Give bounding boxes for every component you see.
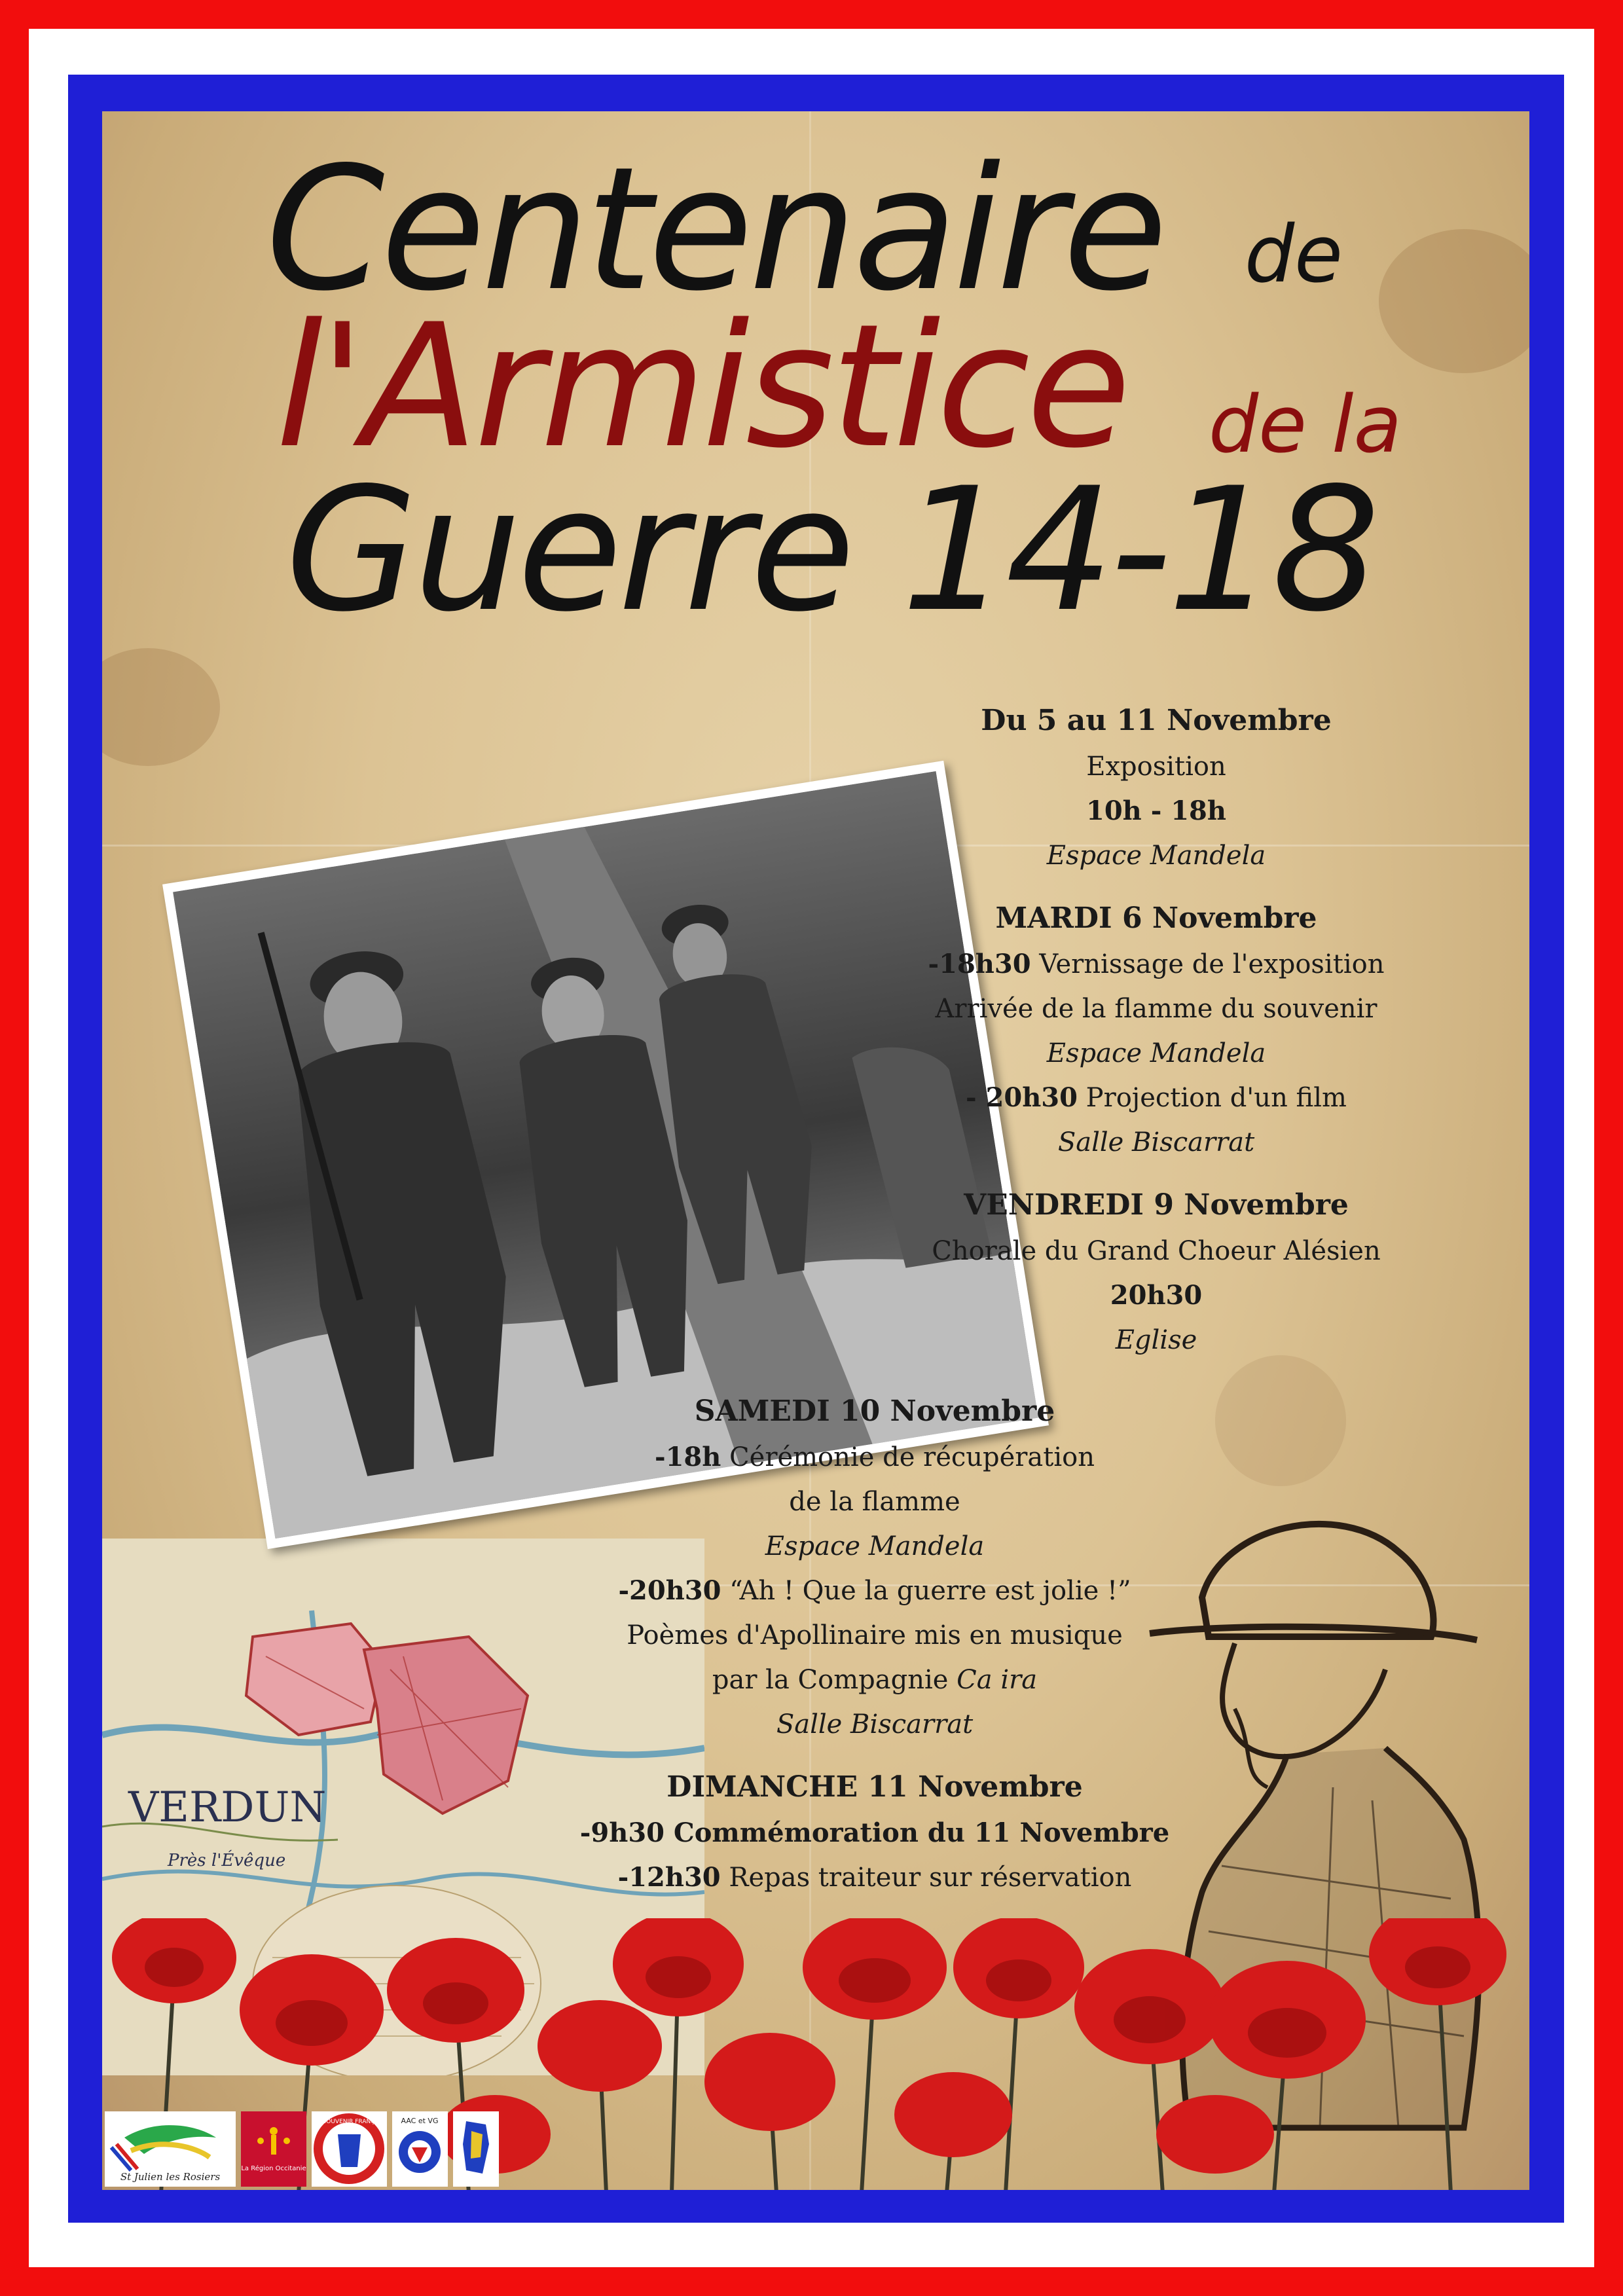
event-venue: Salle Biscarrat: [776, 1709, 974, 1740]
event-block-2: [547, 1388, 1202, 1900]
title-line-1: Centenaire: [266, 131, 1164, 329]
event-line: Chorale du Grand Choeur Alésien: [932, 1236, 1381, 1266]
event-time: -18h: [654, 1442, 721, 1472]
event-heading: MARDI 6 Novembre: [995, 902, 1317, 935]
event-heading: VENDREDI 9 Novembre: [964, 1188, 1349, 1222]
event-line: Projection d'un film: [1077, 1083, 1347, 1113]
event-venue: Espace Mandela: [1046, 1038, 1266, 1068]
map-sublabel: Près l'Évêque: [168, 1851, 286, 1870]
svg-text:St Julien les Rosiers: St Julien les Rosiers: [120, 2171, 221, 2183]
gard-logo: [453, 2111, 499, 2187]
event-line: Poèmes d'Apollinaire mis en musique: [627, 1620, 1123, 1650]
occitanie-logo: [241, 2111, 306, 2187]
event-time: - 20h30: [966, 1082, 1078, 1113]
title-line-2: l'Armistice: [276, 288, 1127, 486]
event-line: Repas traiteur sur réservation: [720, 1863, 1132, 1893]
svg-text:AAC et VG: AAC et VG: [401, 2117, 439, 2125]
event-line: Arrivée de la flamme du souvenir: [935, 994, 1377, 1024]
aged-paper-background: [102, 111, 1529, 2190]
event-company-name: Ca ira: [957, 1665, 1038, 1695]
event-venue: Espace Mandela: [1046, 841, 1266, 871]
event-line: de la flamme: [789, 1487, 960, 1517]
svg-text:LE SOUVENIR FRANÇAIS: LE SOUVENIR FRANÇAIS: [313, 2119, 385, 2125]
sponsor-logos: [105, 2111, 499, 2187]
aac-vg-logo: [392, 2111, 448, 2187]
event-time: -9h30 Commémoration du 11 Novembre: [579, 1817, 1170, 1848]
event-heading: Du 5 au 11 Novembre: [981, 704, 1332, 737]
event-time: -20h30: [618, 1575, 721, 1606]
event-heading: DIMANCHE 11 Novembre: [666, 1770, 1083, 1804]
event-line: Vernissage de l'exposition: [1030, 949, 1385, 979]
event-line: “Ah ! Que la guerre est jolie !”: [721, 1576, 1131, 1606]
event-line: par la Compagnie: [712, 1665, 957, 1695]
event-venue: Salle Biscarrat: [1057, 1127, 1255, 1157]
title-line-3: Guerre 14-18: [285, 452, 1377, 649]
title-line-2-suffix: de la: [1209, 380, 1402, 471]
event-time: 20h30: [1110, 1280, 1203, 1311]
event-time: -12h30: [617, 1862, 721, 1893]
event-line: Exposition: [1086, 752, 1226, 782]
map-label: VERDUN: [128, 1783, 327, 1832]
event-time: -18h30: [928, 949, 1031, 979]
event-time: 10h - 18h: [1086, 795, 1226, 826]
souvenir-francais-logo: [312, 2111, 387, 2187]
svg-text:La Région Occitanie: La Région Occitanie: [241, 2165, 306, 2172]
event-venue: Eglise: [1115, 1325, 1197, 1355]
event-block-1: [907, 697, 1405, 1362]
title-line-1-suffix: de: [1245, 210, 1343, 301]
event-line: Cérémonie de récupération: [721, 1442, 1095, 1472]
st-julien-logo: [105, 2111, 236, 2187]
event-venue: Espace Mandela: [765, 1531, 985, 1561]
event-heading: SAMEDI 10 Novembre: [694, 1394, 1055, 1428]
